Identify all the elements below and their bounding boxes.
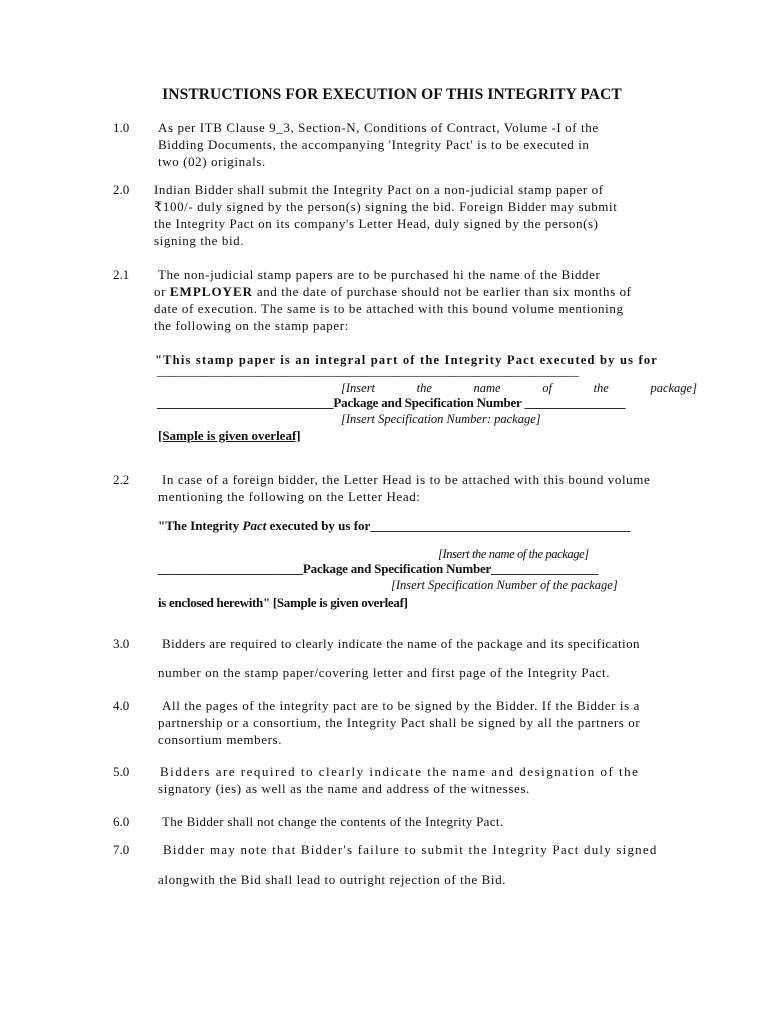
clause-number: 3.0 — [113, 636, 130, 651]
clause-text: number on the stamp paper/covering letter and first page of the Integrity Pact. — [158, 665, 611, 680]
clause-text-part: or — [154, 284, 170, 299]
clause-line: the following on the stamp paper: — [154, 318, 349, 333]
stamp-insert-name — [341, 380, 697, 396]
employer-emphasis: EMPLOYER — [169, 284, 254, 299]
stamp-package-line: ____________________________Package and Specification Number ________________ — [157, 395, 626, 410]
stamp-insert-spec: [Insert Specification Number: package] — [341, 412, 541, 426]
clause-line: ₹100/- duly signed by the person(s) signing the bid. Foreign Bidder may submit — [154, 199, 618, 214]
clause-text — [158, 697, 698, 748]
clause-number: 7.0 — [113, 842, 130, 857]
letterhead-enclosed: is enclosed herewith" [Sample is given overleaf] — [158, 595, 408, 610]
clause-text: The Bidder shall not change the contents of the Integrity Pact. — [162, 814, 504, 829]
letterhead-quote — [158, 518, 630, 534]
insert-word: [Insert — [341, 381, 376, 395]
letterhead-insert-name: [Insert the name of the package] — [438, 547, 589, 561]
clause-line: date of execution. The same is to be attached with this bound volume mentioning — [154, 301, 624, 316]
clause-text — [158, 763, 698, 797]
clause-line: Bidders are required to clearly indicate the name and designation of the — [160, 764, 640, 779]
clause-line: mentioning the following on the Letter Head: — [158, 489, 421, 504]
clause-line: signatory (ies) as well as the name and address of the witnesses. — [158, 781, 530, 796]
clause-line: All the pages of the integrity pact are to be signed by the Bidder. If the Bidder is a — [162, 698, 640, 713]
insert-word: name — [473, 381, 501, 395]
clause-number: 6.0 — [113, 814, 130, 829]
letterhead-quote-post: executed by us for________________________________________ — [266, 518, 631, 533]
clause-text: Bidder may note that Bidder's failure to submit the Integrity Pact duly signed — [163, 842, 658, 857]
clause-line: two (02) originals. — [158, 154, 266, 169]
clause-number: 2.2 — [113, 472, 130, 487]
clause-line: partnership or a consortium, the Integrity Pact shall be signed by all the partners or — [158, 715, 641, 730]
clause-text — [154, 266, 677, 334]
letterhead-quote-pre: "The Integrity — [158, 518, 243, 533]
clause-text — [154, 471, 677, 505]
insert-word: of — [542, 381, 552, 395]
clause-number: 2.1 — [113, 267, 130, 282]
letterhead-package-line: _______________________Package and Specification Number_________________ — [158, 561, 599, 576]
clause-text — [154, 181, 677, 249]
clause-text: Bidders are required to clearly indicate the name of the package and its specification — [162, 636, 640, 651]
clause-number: 4.0 — [113, 698, 130, 713]
stamp-quote: "This stamp paper is an integral part of the Integrity Pact executed by us for — [155, 353, 659, 367]
clause-number: 1.0 — [113, 120, 130, 135]
clause-line: the Integrity Pact on its company's Letter Head, duly signed by the person(s) — [154, 216, 599, 231]
clause-text — [158, 119, 681, 170]
insert-word: the — [593, 381, 609, 395]
clause-line: Indian Bidder shall submit the Integrity Pact on a non-judicial stamp paper of — [154, 182, 604, 197]
stamp-underline: ____________________________________________________________________ — [157, 363, 579, 378]
letterhead-quote-pact: Pact — [242, 518, 267, 533]
clause-line: As per ITB Clause 9_3, Section-N, Conditions of Contract, Volume -I of the — [158, 120, 599, 135]
clause-line: consortium members. — [158, 732, 283, 747]
stamp-sample-note: [Sample is given overleaf] — [158, 428, 301, 443]
clause-line: The non-judicial stamp papers are to be purchased hi the name of the Bidder — [158, 267, 601, 282]
clause-line: signing the bid. — [154, 233, 245, 248]
page-title: INSTRUCTIONS FOR EXECUTION OF THIS INTEGRITY PACT — [162, 86, 622, 103]
clause-text: alongwith the Bid shall lead to outright rejection of the Bid. — [158, 872, 507, 887]
clause-line: In case of a foreign bidder, the Letter Head is to be attached with this bound volume — [162, 472, 651, 487]
clause-line — [154, 283, 677, 300]
clause-line: Bidding Documents, the accompanying 'Integrity Pact' is to be executed in — [158, 137, 590, 152]
letterhead-insert-spec: [Insert Specification Number of the package] — [391, 578, 618, 592]
clause-number: 5.0 — [113, 764, 130, 779]
insert-word: package] — [650, 381, 697, 395]
clause-number: 2.0 — [113, 182, 130, 197]
clause-text-part: and the date of purchase should not be earlier than six months of — [253, 284, 632, 299]
insert-word: the — [416, 381, 432, 395]
